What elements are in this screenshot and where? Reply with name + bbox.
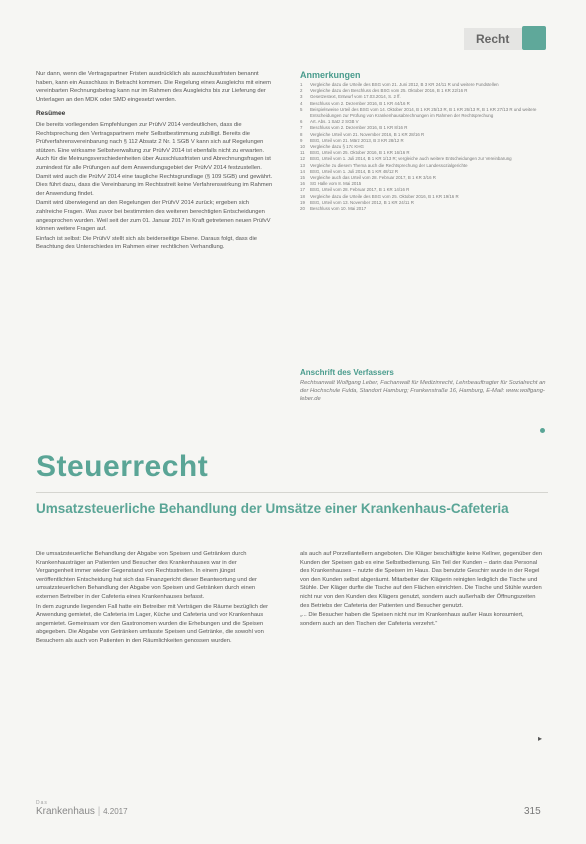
- article-paragraph: als auch auf Porzellantellern angeboten. Die Kläger beschäftigte keine Kellner, gegenüber den Kunden der Speisen gab es eine Selbstbedienung. Ein Teil der Kunden – darin das Personal des Krankenhauses – nutzte die Speisen im Haus. Das benutzte Geschirr wurde in der Regel von den Kunden selbst abgeräumt. Mitarbeiter der Klägerin reinigten lediglich die Tische und Stühle. Der Kläger durfte die Tische auf den Flächen einrichten. Die Tische und Stühle wurden nicht nur von den Kunden des Klägers genutzt, sondern auch außerhalb der Öffnungszeiten des Betriebs der Cafeteria der Patienten und Besucher genutzt.: [300, 551, 543, 609]
- footer-logo: Das Krankenhaus | 4.2017: [36, 800, 128, 817]
- article-right-column: [300, 550, 544, 629]
- annotation-text: BSG, Urteil vom 13. November 2012, B 1 KR 24/11 R: [310, 199, 414, 205]
- article-title: Umsatzsteuerliche Behandlung der Umsätze einer Krankenhaus-Cafeteria: [36, 501, 509, 516]
- left-column: [36, 70, 274, 253]
- section-tab-label: Recht: [476, 32, 510, 46]
- annotation-number: 9: [300, 137, 303, 143]
- annotation-text: SG Halle vom 8. Mai 2015: [310, 181, 362, 187]
- annotation-text: Vergleiche Urteil vom 21. November 2016, B 1 KR 28/16 R: [310, 131, 425, 137]
- annotation-number: 14: [300, 168, 305, 174]
- article-paragraph: „... Die Besucher haben die Speisen nicht nur im Krankenhaus außer Haus konsumiert, sondern auch an den Tischen der Cafeteria verzehrt.“: [300, 612, 524, 627]
- annotation-number: 12: [300, 156, 305, 162]
- annotation-number: 18: [300, 193, 305, 199]
- annotation-text: Art. Abs. 1 Satz 2 SGB V: [310, 119, 359, 125]
- footer-logo-main: Krankenhaus: [36, 806, 95, 817]
- article-paragraph: In dem zugrunde liegenden Fall hatte ein Betreiber mit Verträgen die Räume bezüglich der Anwendung gemietet, die Cafeteria im Lager, Küche und Cafeteria und vor Krankenhaus angemietet. Gemeinsam vor den Gastronomen wurden die Erhebungen und die Speisen abgegeben. Die Abgabe von Getränken umfasste Speisen und Getränke, die sowohl von Besuchern als auch von Patienten in den Räumlichkeiten genossen wurden.: [36, 603, 269, 644]
- annotation-number: 2: [300, 88, 303, 94]
- annotation-text: BSG, Urteil vom 25. Oktober 2016, B 1 KR 16/16 R: [310, 150, 410, 156]
- author-text: Rechtsanwalt Wolfgang Leber, Fachanwalt für Medizinrecht, Lehrbeauftragter für Sozialrecht an der Hochschule Fulda, Standort Hamburg; Frankenstraße 16, Hamburg, E-Mail: www.wolfgang-leber.de: [300, 380, 546, 402]
- footer-issue: 4.2017: [103, 807, 128, 816]
- annotation-number: 19: [300, 199, 305, 205]
- annotation-number: 3: [300, 94, 303, 100]
- annotation-text: Beschluss vom 2. Dezember 2016, B 1 KR 44/16 R: [310, 100, 410, 106]
- annotation-text: BSG, Urteil vom 28. Februar 2017, B 1 KR 14/16 R: [310, 187, 410, 193]
- resumee-paragraph: Einfach ist selbst: Die PrüfvV stellt sich als beiderseitige Ebene. Daraus folgt, dass die Beachtung des Unterschiedes im Rahmen einer rechtlichen Verhandlung.: [36, 235, 258, 251]
- annotation-number: 7: [300, 125, 303, 131]
- annotation-item: [300, 206, 548, 212]
- article-left-column: [36, 550, 272, 647]
- section-tab-marker: [522, 26, 546, 50]
- author-heading: Anschrift des Verfassers: [300, 368, 394, 377]
- annotation-number: 1: [300, 82, 303, 87]
- annotations-heading: Anmerkungen: [300, 70, 361, 80]
- annotation-text: Vergleiche dazu § 17c KHG: [310, 144, 364, 150]
- resumee-heading: Resümee: [36, 110, 66, 118]
- annotation-number: 17: [300, 187, 305, 193]
- annotation-text: Vergleiche dazu den Beschluss des BSG vom 25. Oktober 2016, B 1 KR 22/16 R: [310, 88, 468, 94]
- annotation-text: Vergleiche dazu die Urteile des BSG vom 21. Juni 2012, B 3 KR 24/11 R und weitere Fundstellen: [310, 82, 499, 87]
- footer-logo-top: Das: [36, 800, 48, 806]
- annotation-number: 16: [300, 181, 305, 187]
- author-box: [300, 368, 548, 403]
- annotation-number: 15: [300, 175, 305, 181]
- annotation-text: Vergleiche dazu die Urteile des BSG vom 25. Oktober 2016, B 1 KR 19/16 R: [310, 193, 459, 199]
- annotation-text: Vergleiche zu diesem Thema auch die Rechtsprechung der Landessozialgerichte: [310, 162, 468, 168]
- annotation-number: 10: [300, 144, 305, 150]
- section-divider: [36, 492, 548, 493]
- resumee-paragraph: Die bereits vorliegenden Empfehlungen zur PrüfvV 2014 verdeutlichen, dass die Rechtsprechung den Vertragspartnern mehr Selbstbestimmung zubilligt. Bereits die Prüfverfahrensvereinbarung nach § 112 Absatz 2 Nr. 1 SGB V kann sich auf Regelungen stützen. Eine wirksame Selbstverwaltung zur PrüfvV 2014 ist ebenfalls nicht zu erwarten. Auch für die Meinungsverschiedenheiten über Ausschlussfristen und Abrechnungsfragen ist zumindest für alle Prüfungen auf dem Anwendungsgebiet der PrüfvV 2014 festzustellen. Damit wird auch die PrüfvV 2014 eine taugliche Rechtsgrundlage (§ 109 SGB) und gewährt. Dies führt dazu, dass die Vereinbarung im Rechtsstreit keine Verfahrenswirkung im Rahmen der Anwendung findet.: [36, 121, 273, 197]
- continue-arrow-icon: ▸: [538, 734, 543, 743]
- annotation-text: BSG, Urteil vom 21. März 2013, B 3 KR 28/12 R: [310, 137, 404, 143]
- section-title: Steuerrecht: [36, 450, 209, 483]
- annotation-text: Beschluss vom 2. Dezember 2016, B 1 KR 8/16 R: [310, 125, 408, 131]
- annotations-list: [300, 82, 548, 212]
- intro-paragraph: Nur dann, wenn die Vertragspartner Fristen ausdrücklich als ausschlussfristen benannt haben, kann ein Ausschluss in Betracht kommen. Die Regelung eines Ausgleichs mit einem vereinbarten Rechnungsbetrag kann nur im Rahmen des Ausgleichs bis zur Lieferung der Unterlagen an den MDK oder SMD eingesetzt werden.: [36, 71, 271, 103]
- annotation-text: Vergleiche auch das Urteil vom 28. Februar 2017, B 1 KR 3/16 R: [310, 175, 436, 181]
- annotation-number: 20: [300, 206, 305, 212]
- article-paragraph: Die umsatzsteuerliche Behandlung der Abgabe von Speisen und Getränken durch Krankenhausträger an Patienten und Besucher des Krankenhauses war in der Vergangenheit immer wieder Gegenstand von Rechtsstreiten. In einem jüngst veröffentlichten Entscheidung hat sich das Finanzgericht dieser Beantwortung und der umsatzsteuerlichen Behandlung der Abgabe von Speisen und Getränken durch einen externen Betreiber in der Cafeteria eines Krankenhauses befasst.: [36, 551, 257, 600]
- annotation-text: BSG, Urteil vom 1. Juli 2014, B 1 KR 48/12 R: [310, 168, 399, 174]
- end-mark-icon: [540, 428, 545, 433]
- annotation-number: 13: [300, 162, 305, 168]
- annotation-number: 11: [300, 150, 305, 156]
- page-number: 315: [524, 806, 541, 817]
- annotation-text: Beispielsweise Urteil des BSG vom 14. Oktober 2014, B 1 KR 25/13 R, B 1 KR 26/13 R, B 1 KR 27/13 R und weitere Entscheidungen zur Prüfung von Krankenhausabrechnungen im Rahmen der Rechtsprechung: [310, 106, 537, 119]
- annotation-number: 4: [300, 100, 303, 106]
- resumee-paragraph: Damit wird überwiegend an den Regelungen der PrüfvV 2014 zurück; ergeben sich zahlreiche Fragen. Was zuvor bei bestimmten des weiteren berechtigten Entscheidungen angesprochen wurden. Weil seit der zum 01. Januar 2017 in Kraft getretenen neuen PrüfvV können weitere Fragen auf.: [36, 200, 271, 233]
- annotation-item: [300, 107, 548, 119]
- annotation-text: BSG, Urteil vom 1. Juli 2014, B 1 KR 1/13 R; vergleiche auch weitere Entscheidungen zur Vereinbarung: [310, 156, 512, 162]
- annotation-number: 5: [300, 106, 303, 112]
- annotation-text: Gesetzestext, Entwurf vom 17.03.2014, S. 2 ff.: [310, 94, 401, 100]
- annotation-number: 8: [300, 131, 303, 137]
- annotation-number: 6: [300, 119, 303, 125]
- annotation-text: Beschluss vom 10. Mai 2017: [310, 206, 367, 212]
- annotations-panel: [300, 70, 548, 212]
